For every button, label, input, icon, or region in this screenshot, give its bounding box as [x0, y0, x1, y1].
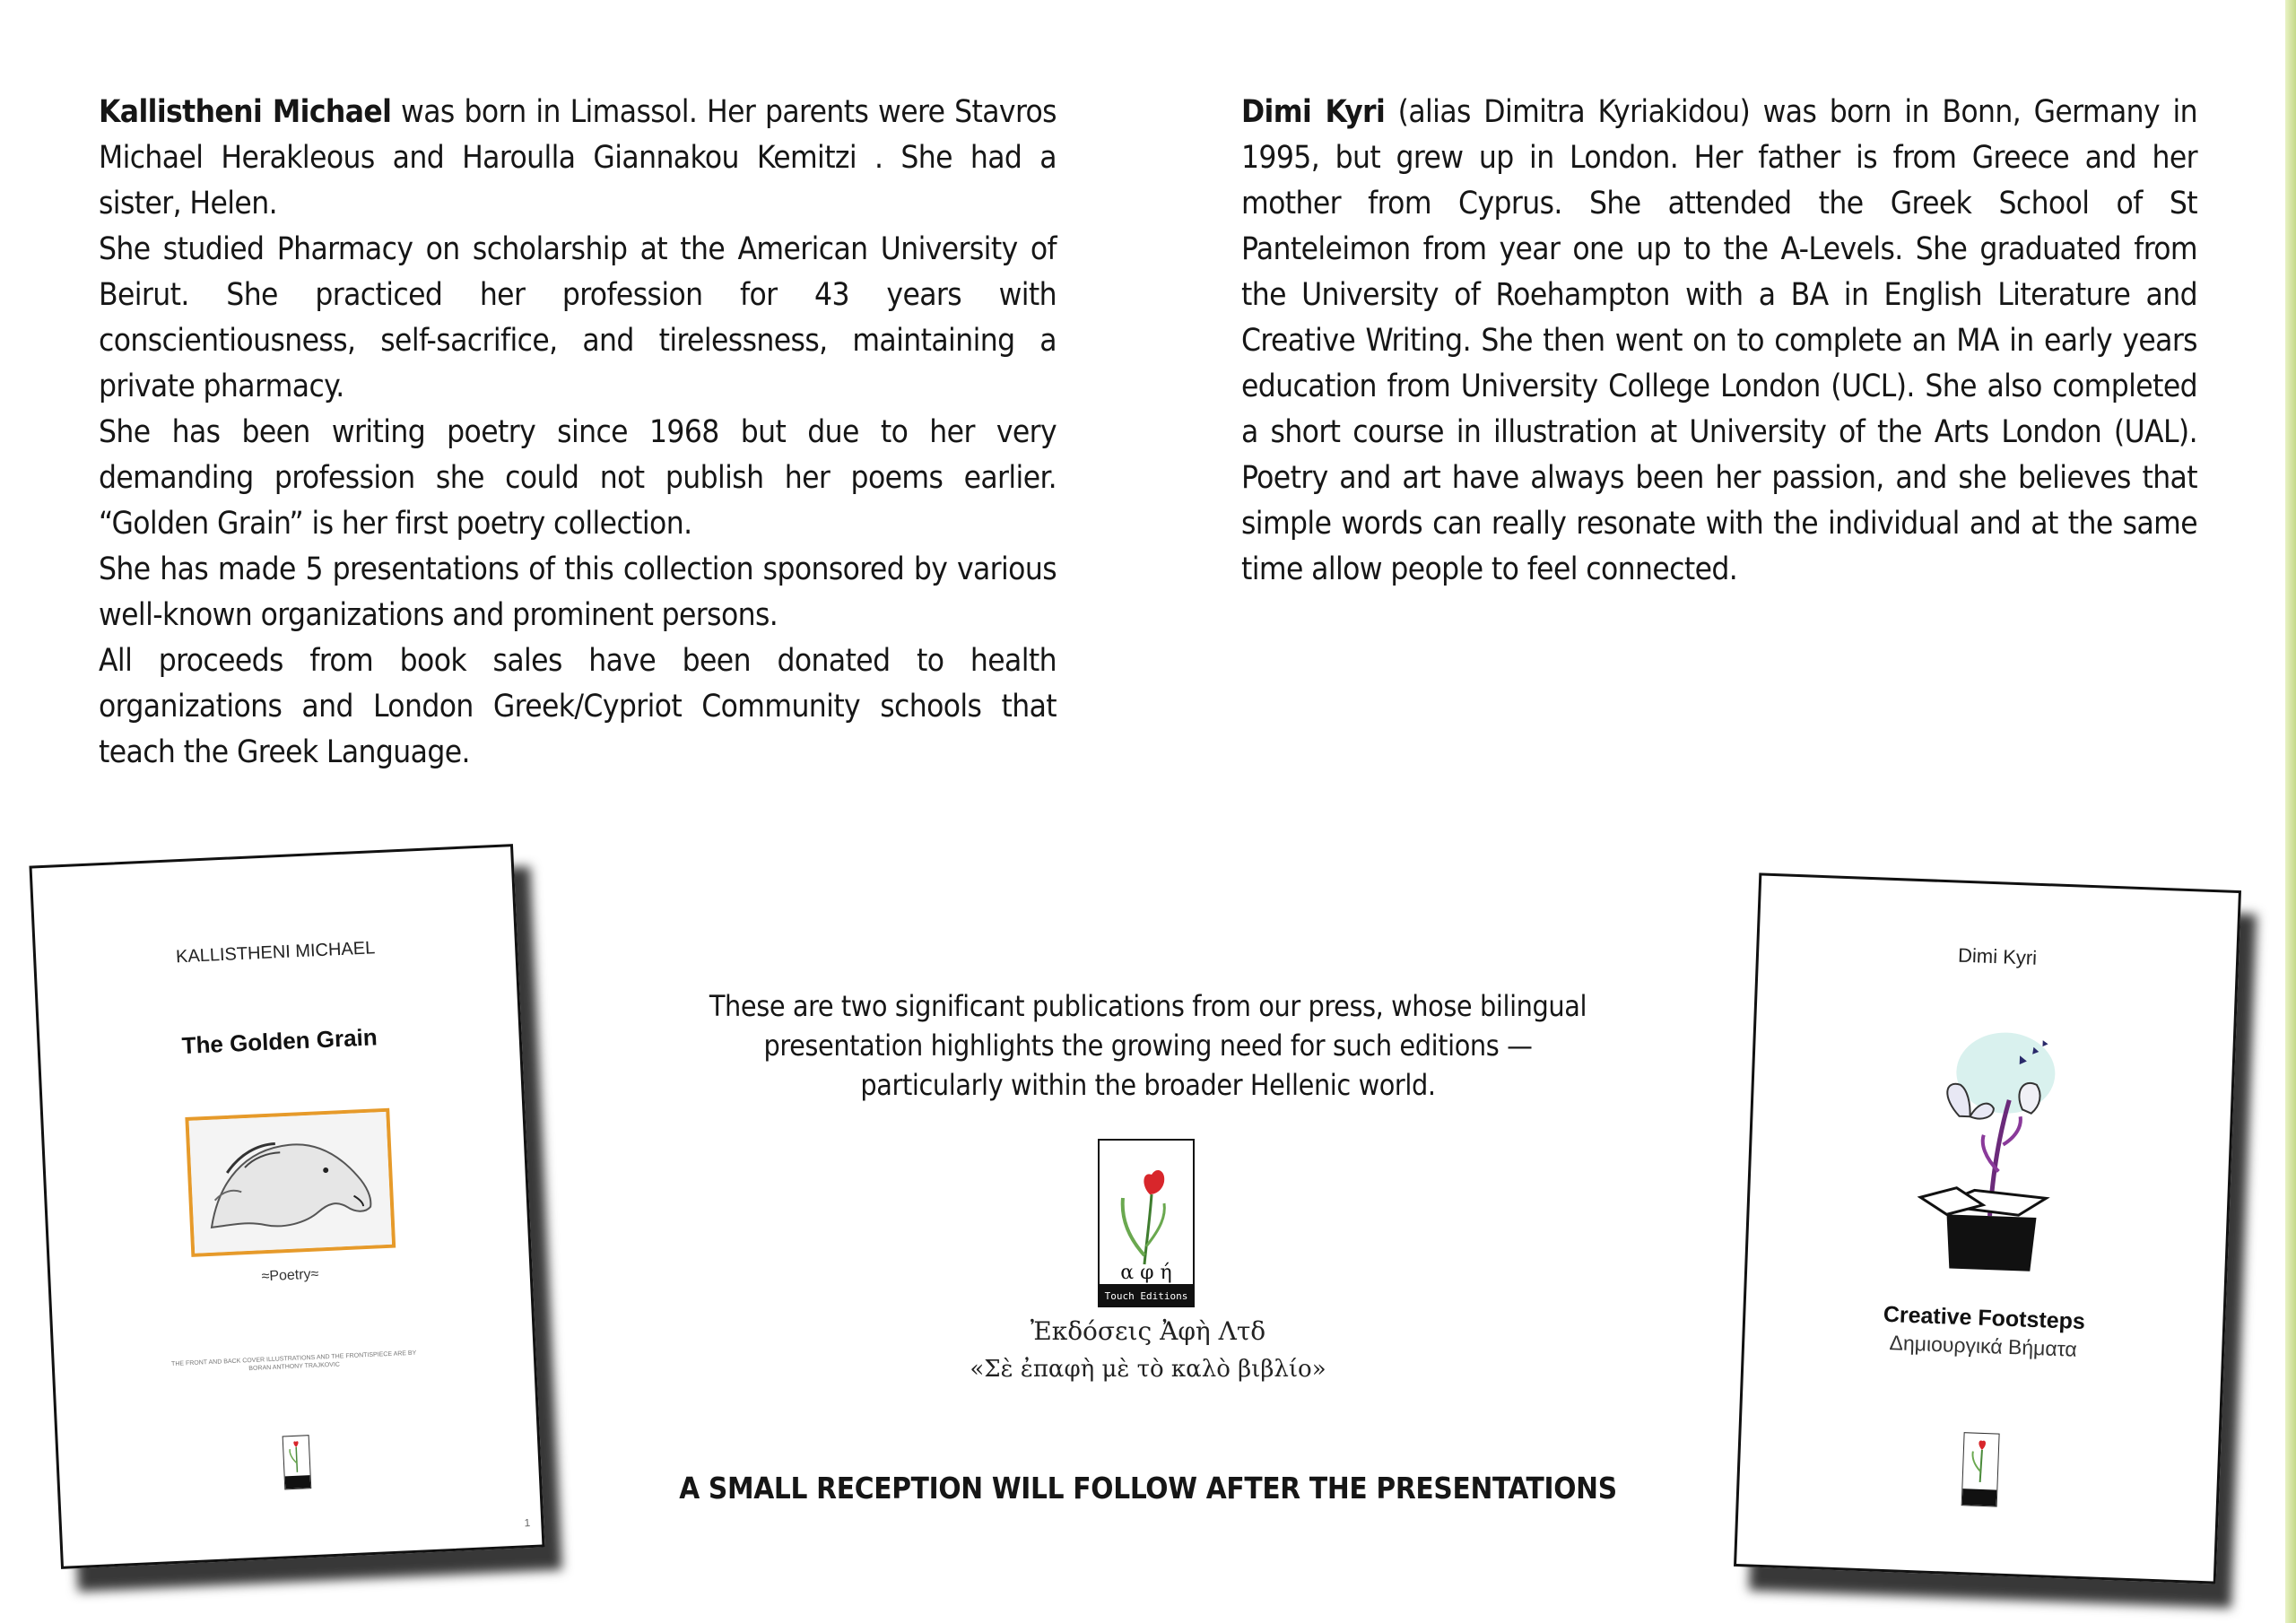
- touch-editions-logo: [1098, 1139, 1195, 1307]
- green-edge-strip: [2285, 0, 2296, 1623]
- bio-paragraph: She studied Pharmacy on scholarship at the American University of Beirut. She practiced her profession for 43 years with conscientiousness, self-sacrifice, and tirelessness, maintaining a private pharmacy.: [99, 231, 1057, 404]
- kallistheni-bio: [99, 90, 1057, 776]
- dimi-kyri-bio: [1241, 90, 2197, 593]
- creative-footsteps-book-cover: [1734, 872, 2241, 1584]
- author-name: Dimi Kyri: [1241, 94, 1386, 130]
- horse-illustration: [185, 1108, 396, 1257]
- book-subtitle: Δημιουργικά Βήματα: [1889, 1331, 2078, 1361]
- box-butterflies-illustration: [1882, 988, 2108, 1283]
- logo-text: Touch Editions: [1104, 1290, 1188, 1302]
- bio-intro: Dimi Kyri (alias Dimitra Kyriakidou) was born in Bonn, Germany in 1995, but grew up in London. Her father is from Greece and her mother from Cyprus. She attended the Greek School of St Panteleimon from year one up to the A-Levels. She graduated from the University of Roehampton with a BA in English Literature and Creative Writing. She then went on to complete an MA in early years education from University College London (UCL). She also completed a short course in illustration at University of the Arts London (UAL). Poetry and art have always been her passion, and she believes that simple words can really resonate with the individual and at the same time allow people to feel connected.: [1241, 94, 2198, 587]
- bio-intro: Kallistheni Michael was born in Limassol. Her parents were Stavros Michael Herakleous and Haroulla Giannakou Kemitzi . She had a sister, Helen.: [99, 94, 1057, 221]
- bio-paragraph: She has been writing poetry since 1968 but due to her very demanding profession she could not publish her poems earlier. “Golden Grain” is her first poetry collection.: [99, 414, 1057, 542]
- press-description: These are two significant publications from our press, whose bilingual presentation highlights the growing need for such editions — particularly within the broader Hellenic world.: [709, 989, 1587, 1102]
- press-motto: «Σὲ ἐπαφὴ μὲ τὸ καλὸ βιβλίο»: [970, 1356, 1326, 1383]
- book-genre: ≈Poetry≈: [261, 1266, 319, 1285]
- publisher-logo-small: [1961, 1432, 2000, 1506]
- press-name: Ἐκδόσεις Ἀφὴ Λτδ: [1030, 1316, 1266, 1346]
- golden-grain-book-cover: [29, 844, 544, 1569]
- logo-letters: α φ ή: [1120, 1262, 1172, 1284]
- publisher-logo-small: [283, 1435, 312, 1489]
- book-credit: THE FRONT AND BACK COVER ILLUSTRATIONS AND THE FRONTISPIECE ARE BY BORAN ANTHONY TRAJKOVIC: [170, 1350, 417, 1373]
- book-title: The Golden Grain: [180, 1023, 378, 1060]
- book-author: Dimi Kyri: [1957, 943, 2038, 969]
- book-author: KALLISTHENI MICHAEL: [175, 938, 376, 968]
- page-number: 1: [524, 1516, 531, 1530]
- bio-paragraph: She has made 5 presentations of this collection sponsored by various well-known organizations and prominent persons.: [99, 551, 1057, 633]
- author-name: Kallistheni Michael: [99, 94, 392, 130]
- bio-paragraph: All proceeds from book sales have been donated to health organizations and London Greek/Cypriot Community schools that teach the Greek Language.: [99, 643, 1057, 770]
- reception-notice: A SMALL RECEPTION WILL FOLLOW AFTER THE PRESENTATIONS: [679, 1471, 1617, 1506]
- book-title: Creative Footsteps: [1883, 1301, 2086, 1335]
